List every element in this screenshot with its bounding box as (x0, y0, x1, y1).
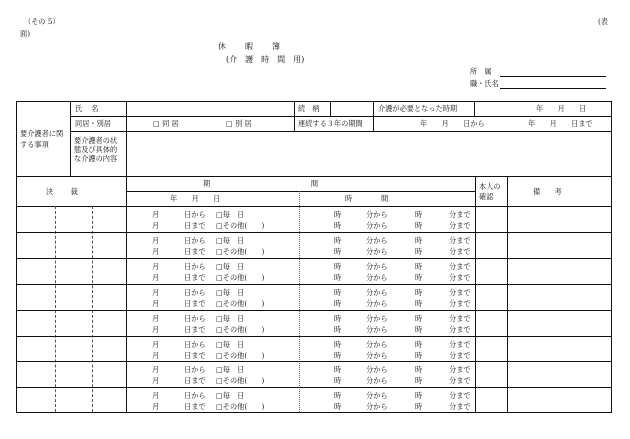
approval-stamp-1[interactable] (18, 235, 54, 257)
self-confirm-cell[interactable] (477, 390, 505, 412)
condition-field[interactable] (128, 133, 609, 174)
hour-to[interactable]: 時 (415, 340, 423, 349)
page-title: 休 暇 簿 (218, 42, 281, 51)
self-confirm-cell[interactable] (477, 364, 505, 386)
table-row (0, 311, 630, 337)
day-from[interactable]: 日から (184, 314, 206, 323)
hour-from[interactable]: 時 (334, 262, 342, 271)
table-row (0, 259, 630, 285)
self-confirm-cell[interactable] (477, 235, 505, 257)
cohabit-option[interactable]: □ 同 居 (153, 119, 179, 128)
month-from[interactable]: 月 (152, 340, 160, 349)
hour-to[interactable]: 時 (415, 325, 423, 334)
approval-stamp-1[interactable] (18, 364, 54, 386)
approval-stamp-2[interactable] (57, 339, 91, 361)
other-checkbox[interactable]: □その他( ) (216, 325, 265, 334)
minute-from[interactable]: 分から (366, 325, 388, 334)
month-to[interactable]: 月 (152, 273, 160, 282)
hour-from[interactable]: 時 (334, 351, 342, 360)
approval-stamp-3[interactable] (94, 235, 125, 257)
hour-from[interactable]: 時 (334, 236, 342, 245)
month-from[interactable]: 月 (152, 365, 160, 374)
other-checkbox[interactable]: □その他( ) (216, 351, 265, 360)
self-confirm-cell[interactable] (477, 261, 505, 283)
minute-to[interactable]: 分まで (449, 314, 471, 323)
hour-from[interactable]: 時 (334, 273, 342, 282)
cohabitation-label: 同居・別居 (75, 119, 111, 128)
approval-stamp-1[interactable] (18, 390, 54, 412)
approval-stamp-3[interactable] (94, 339, 125, 361)
approval-stamp-1[interactable] (18, 209, 54, 231)
minute-from[interactable]: 分から (366, 247, 388, 256)
consecutive-from[interactable]: 年 月 日から (420, 119, 485, 128)
hour-to[interactable]: 時 (415, 402, 423, 411)
minute-to[interactable]: 分まで (449, 325, 471, 334)
minute-to[interactable]: 分まで (449, 340, 471, 349)
minute-from[interactable]: 分から (366, 221, 388, 230)
every-day-checkbox[interactable]: □毎 日 (216, 391, 245, 400)
table-row (0, 388, 630, 414)
every-day-checkbox[interactable]: □毎 日 (216, 340, 245, 349)
date-subheader: 年 月 日 (170, 194, 221, 203)
table-row (0, 285, 630, 311)
minute-from[interactable]: 分から (366, 262, 388, 271)
minute-from[interactable]: 分から (366, 351, 388, 360)
relation-field[interactable] (332, 103, 371, 115)
form-number: （その 5） (24, 17, 60, 26)
hour-to[interactable]: 時 (415, 273, 423, 282)
self-confirm-cell[interactable] (477, 339, 505, 361)
month-from[interactable]: 月 (152, 391, 160, 400)
day-from[interactable]: 日から (184, 262, 206, 271)
approval-stamp-3[interactable] (94, 313, 125, 335)
department-label: 所 属 (470, 67, 492, 76)
month-from[interactable]: 月 (152, 236, 160, 245)
day-from[interactable]: 日から (184, 236, 206, 245)
approval-stamp-1[interactable] (18, 339, 54, 361)
hour-to[interactable]: 時 (415, 299, 423, 308)
subject-name-field[interactable] (128, 103, 292, 115)
department-field[interactable] (500, 76, 606, 77)
minute-to[interactable]: 分まで (449, 402, 471, 411)
approval-stamp-1[interactable] (18, 261, 54, 283)
other-checkbox[interactable]: □その他( ) (216, 221, 265, 230)
page-subtitle: (介 護 時 間 用) (226, 55, 305, 64)
approval-stamp-1[interactable] (18, 287, 54, 309)
approval-stamp-3[interactable] (94, 364, 125, 386)
minute-from[interactable]: 分から (366, 365, 388, 374)
subject-section-label: 要介護者に関する事項 (20, 129, 64, 149)
separate-option[interactable]: □ 別 居 (226, 119, 252, 128)
remarks-cell[interactable] (509, 261, 609, 283)
minute-from[interactable]: 分から (366, 210, 388, 219)
every-day-checkbox[interactable]: □毎 日 (216, 314, 245, 323)
every-day-checkbox[interactable]: □毎 日 (216, 236, 245, 245)
other-checkbox[interactable]: □その他( ) (216, 376, 265, 385)
approval-stamp-1[interactable] (18, 313, 54, 335)
minute-to[interactable]: 分まで (449, 247, 471, 256)
minute-to[interactable]: 分まで (449, 262, 471, 271)
condition-label: 要介護者の状態及び具体的な介護の内容 (74, 136, 118, 163)
approval-stamp-3[interactable] (94, 209, 125, 231)
approval-stamp-2[interactable] (57, 235, 91, 257)
minute-to[interactable]: 分まで (449, 351, 471, 360)
every-day-checkbox[interactable]: □毎 日 (216, 288, 245, 297)
remarks-cell[interactable] (509, 364, 609, 386)
minute-to[interactable]: 分まで (449, 210, 471, 219)
every-day-checkbox[interactable]: □毎 日 (216, 210, 245, 219)
hour-to[interactable]: 時 (415, 221, 423, 230)
staff-name-label: 職・氏名 (470, 79, 499, 88)
month-from[interactable]: 月 (152, 288, 160, 297)
other-checkbox[interactable]: □その他( ) (216, 273, 265, 282)
other-checkbox[interactable]: □その他( ) (216, 402, 265, 411)
approval-stamp-2[interactable] (57, 313, 91, 335)
approval-stamp-2[interactable] (57, 287, 91, 309)
minute-from[interactable]: 分から (366, 236, 388, 245)
consecutive-period-label: 連続する３年の期間 (298, 119, 363, 128)
consecutive-to[interactable]: 年 月 日まで (528, 119, 593, 128)
approval-stamp-3[interactable] (94, 287, 125, 309)
month-from[interactable]: 月 (152, 314, 160, 323)
minute-from[interactable]: 分から (366, 299, 388, 308)
hour-to[interactable]: 時 (415, 210, 423, 219)
minute-from[interactable]: 分から (366, 314, 388, 323)
approval-stamp-2[interactable] (57, 390, 91, 412)
other-checkbox[interactable]: □その他( ) (216, 299, 265, 308)
hour-from[interactable]: 時 (334, 391, 342, 400)
table-row (0, 207, 630, 233)
approval-stamp-3[interactable] (94, 390, 125, 412)
remarks-cell[interactable] (509, 235, 609, 257)
day-from[interactable]: 日から (184, 391, 206, 400)
hour-from[interactable]: 時 (334, 210, 342, 219)
hour-from[interactable]: 時 (334, 221, 342, 230)
table-row (0, 233, 630, 259)
relation-label: 続 柄 (298, 104, 320, 113)
hour-to[interactable]: 時 (415, 314, 423, 323)
every-day-checkbox[interactable]: □毎 日 (216, 365, 245, 374)
hour-from[interactable]: 時 (334, 325, 342, 334)
hour-from[interactable]: 時 (334, 314, 342, 323)
self-confirm-header: 本人の確認 (479, 182, 501, 201)
month-to[interactable]: 月 (152, 376, 160, 385)
period-header: 期 間 (203, 179, 319, 188)
hour-to[interactable]: 時 (415, 391, 423, 400)
minute-to[interactable]: 分まで (449, 365, 471, 374)
minute-to[interactable]: 分まで (449, 391, 471, 400)
staff-name-field[interactable] (500, 88, 606, 89)
minute-from[interactable]: 分から (366, 340, 388, 349)
day-to[interactable]: 日まで (184, 221, 206, 230)
hour-from[interactable]: 時 (334, 247, 342, 256)
hour-from[interactable]: 時 (334, 376, 342, 385)
minute-from[interactable]: 分から (366, 288, 388, 297)
minute-from[interactable]: 分から (366, 391, 388, 400)
table-row (0, 362, 630, 388)
minute-from[interactable]: 分から (366, 376, 388, 385)
hour-to[interactable]: 時 (415, 288, 423, 297)
approval-stamp-2[interactable] (57, 209, 91, 231)
hour-to[interactable]: 時 (415, 247, 423, 256)
month-from[interactable]: 月 (152, 210, 160, 219)
remarks-cell[interactable] (509, 390, 609, 412)
self-confirm-cell[interactable] (477, 287, 505, 309)
day-from[interactable]: 日から (184, 365, 206, 374)
month-to[interactable]: 月 (152, 299, 160, 308)
remarks-cell[interactable] (509, 313, 609, 335)
minute-to[interactable]: 分まで (449, 376, 471, 385)
day-to[interactable]: 日まで (184, 325, 206, 334)
minute-to[interactable]: 分まで (449, 273, 471, 282)
minute-from[interactable]: 分から (366, 273, 388, 282)
month-to[interactable]: 月 (152, 402, 160, 411)
approval-stamp-2[interactable] (57, 364, 91, 386)
day-from[interactable]: 日から (184, 210, 206, 219)
minute-to[interactable]: 分まで (449, 288, 471, 297)
hour-to[interactable]: 時 (415, 351, 423, 360)
period-needed-date[interactable]: 年 月 日 (536, 104, 587, 113)
hour-to[interactable]: 時 (415, 236, 423, 245)
remarks-header: 備 考 (533, 187, 562, 196)
hour-from[interactable]: 時 (334, 365, 342, 374)
hour-from[interactable]: 時 (334, 288, 342, 297)
day-from[interactable]: 日から (184, 340, 206, 349)
day-to[interactable]: 日まで (184, 376, 206, 385)
month-to[interactable]: 月 (152, 325, 160, 334)
self-confirm-cell[interactable] (477, 209, 505, 231)
hour-from[interactable]: 時 (334, 402, 342, 411)
day-to[interactable]: 日まで (184, 402, 206, 411)
every-day-checkbox[interactable]: □毎 日 (216, 262, 245, 271)
table-row (0, 337, 630, 363)
month-to[interactable]: 月 (152, 221, 160, 230)
hour-to[interactable]: 時 (415, 365, 423, 374)
hour-to[interactable]: 時 (415, 376, 423, 385)
minute-to[interactable]: 分まで (449, 299, 471, 308)
day-to[interactable]: 日まで (184, 273, 206, 282)
remarks-cell[interactable] (509, 339, 609, 361)
month-to[interactable]: 月 (152, 247, 160, 256)
other-checkbox[interactable]: □その他( ) (216, 247, 265, 256)
side-note-bottom: 面) (20, 29, 30, 38)
month-from[interactable]: 月 (152, 262, 160, 271)
self-confirm-cell[interactable] (477, 313, 505, 335)
hour-from[interactable]: 時 (334, 299, 342, 308)
day-to[interactable]: 日まで (184, 299, 206, 308)
hour-to[interactable]: 時 (415, 262, 423, 271)
approval-stamp-3[interactable] (94, 261, 125, 283)
minute-from[interactable]: 分から (366, 402, 388, 411)
day-to[interactable]: 日まで (184, 247, 206, 256)
day-from[interactable]: 日から (184, 288, 206, 297)
hour-from[interactable]: 時 (334, 340, 342, 349)
minute-to[interactable]: 分まで (449, 236, 471, 245)
minute-to[interactable]: 分まで (449, 221, 471, 230)
day-to[interactable]: 日まで (184, 351, 206, 360)
subject-name-label: 氏 名 (75, 104, 100, 113)
period-needed-label: 介護が必要となった時期 (378, 104, 458, 113)
approval-header: 決 裁 (46, 187, 79, 196)
approval-stamp-2[interactable] (57, 261, 91, 283)
remarks-cell[interactable] (509, 287, 609, 309)
remarks-cell[interactable] (509, 209, 609, 231)
time-subheader: 時 間 (345, 194, 389, 203)
side-note-top: (表 (598, 17, 608, 26)
month-to[interactable]: 月 (152, 351, 160, 360)
